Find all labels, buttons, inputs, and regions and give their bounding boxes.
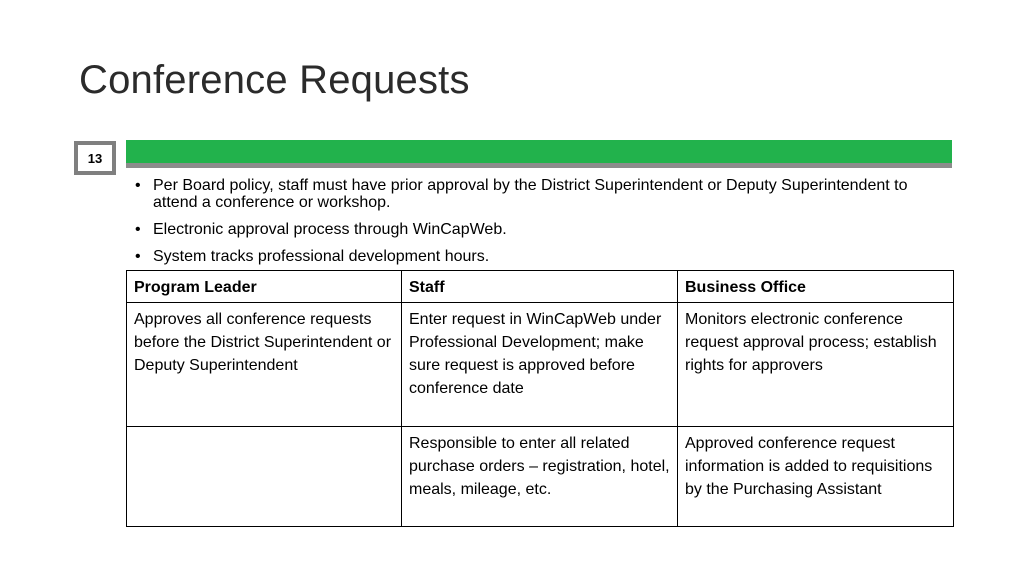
header-staff: Staff (402, 271, 678, 303)
table-row (127, 303, 954, 427)
table-cell: Responsible to enter all related purchase orders – registration, hotel, meals, mileage, etc. (402, 427, 678, 527)
table-cell: Approves all conference requests before the District Superintendent or Deputy Superintendent (127, 303, 402, 427)
header-program-leader: Program Leader (127, 271, 402, 303)
bullet-item: • Electronic approval process through WinCapWeb. (130, 221, 950, 238)
bullet-item: • Per Board policy, staff must have prior approval by the District Superintendent or Deputy Superintendent to attend a conference or workshop. (130, 177, 950, 211)
table-cell (127, 427, 402, 527)
header-business-office: Business Office (678, 271, 954, 303)
accent-bar (126, 140, 952, 168)
slide-title: Conference Requests (79, 58, 470, 102)
table-header-row (127, 271, 954, 303)
table-cell: Enter request in WinCapWeb under Professional Development; make sure request is approved before conference date (402, 303, 678, 427)
table-cell: Monitors electronic conference request approval process; establish rights for approvers (678, 303, 954, 427)
table-row (127, 427, 954, 527)
table-cell: Approved conference request information is added to requisitions by the Purchasing Assistant (678, 427, 954, 527)
responsibilities-table (126, 270, 954, 527)
bullet-list (130, 177, 950, 275)
bullet-item: • System tracks professional development hours. (130, 248, 950, 265)
slide-number-badge: 13 (74, 141, 116, 175)
